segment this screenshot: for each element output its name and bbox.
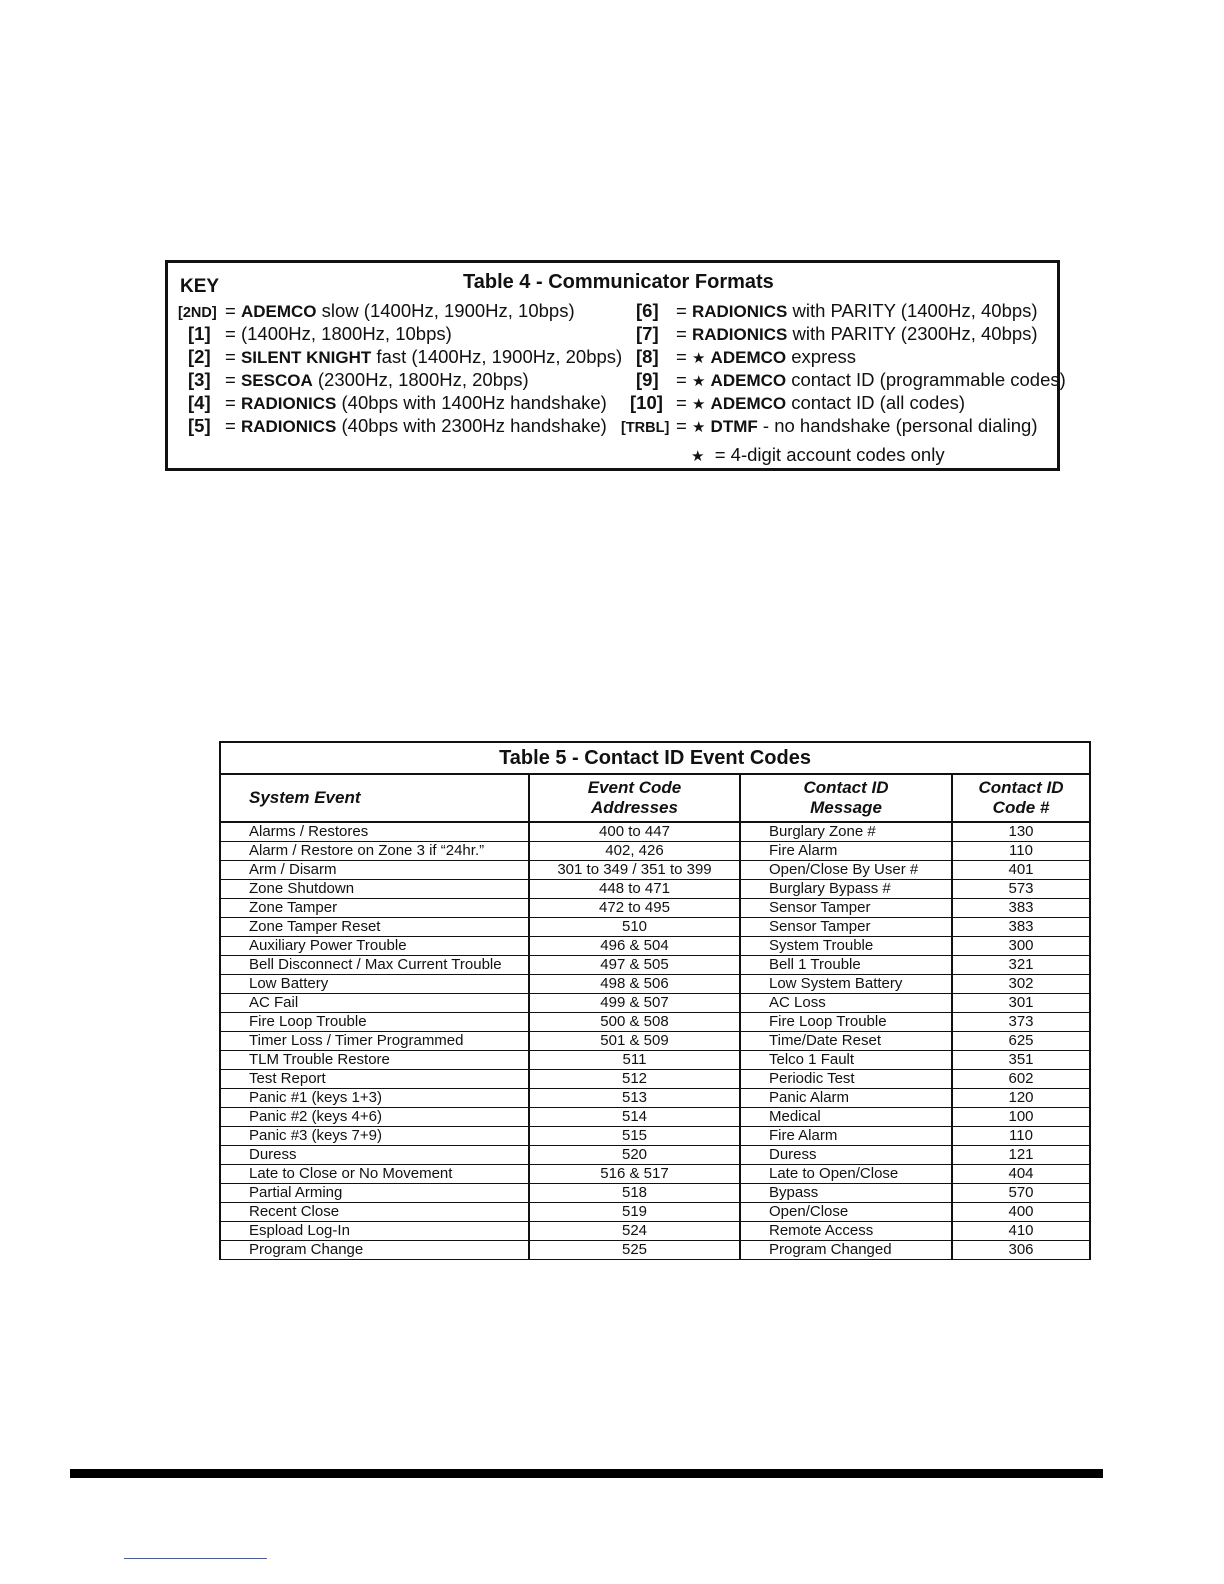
table-row <box>220 1108 1090 1127</box>
format-code: [TRBL] <box>621 420 670 436</box>
system-event-cell: Fire Loop Trouble <box>220 1013 529 1032</box>
format-description <box>676 392 965 416</box>
system-event-cell: Zone Shutdown <box>220 880 529 899</box>
contact-id-message-cell: Burglary Zone # <box>740 822 952 842</box>
contact-id-code-cell: 401 <box>952 861 1090 880</box>
format-code: [8] <box>636 346 659 367</box>
format-detail: (40bps with 1400Hz handshake) <box>336 392 607 413</box>
table-row <box>220 861 1090 880</box>
format-brand: ADEMCO <box>710 394 787 413</box>
table4-footnote <box>691 444 945 468</box>
contact-id-message-cell: System Trouble <box>740 937 952 956</box>
equals-sign: = <box>225 323 236 344</box>
event-code-cell: 516 & 517 <box>529 1165 740 1184</box>
system-event-cell: Program Change <box>220 1241 529 1260</box>
format-brand: RADIONICS <box>691 302 788 321</box>
event-code-cell: 501 & 509 <box>529 1032 740 1051</box>
system-event-cell: Recent Close <box>220 1203 529 1222</box>
footer-rule <box>70 1469 1103 1478</box>
format-brand: SESCOA <box>240 371 313 390</box>
format-detail: with PARITY (2300Hz, 40bps) <box>787 323 1038 344</box>
table4-title: Table 4 - Communicator Formats <box>463 271 774 293</box>
contact-id-code-cell: 321 <box>952 956 1090 975</box>
equals-sign: = <box>676 369 687 390</box>
contact-id-code-cell: 100 <box>952 1108 1090 1127</box>
event-code-cell: 518 <box>529 1184 740 1203</box>
format-detail: contact ID (programmable codes) <box>786 369 1066 390</box>
system-event-cell: Panic #3 (keys 7+9) <box>220 1127 529 1146</box>
format-brand: RADIONICS <box>240 417 337 436</box>
format-detail: (2300Hz, 1800Hz, 20bps) <box>312 369 529 390</box>
event-code-cell: 514 <box>529 1108 740 1127</box>
format-code: [7] <box>636 323 659 344</box>
event-code-cell: 525 <box>529 1241 740 1260</box>
contact-id-message-cell: Fire Alarm <box>740 1127 952 1146</box>
table-row <box>220 842 1090 861</box>
event-code-cell: 500 & 508 <box>529 1013 740 1032</box>
format-code: [1] <box>188 323 211 344</box>
contact-id-code-cell: 306 <box>952 1241 1090 1260</box>
system-event-cell: Test Report <box>220 1070 529 1089</box>
table4-footnote-text: = 4-digit account codes only <box>714 444 945 465</box>
system-event-cell: Late to Close or No Movement <box>220 1165 529 1184</box>
contact-id-message-cell: Sensor Tamper <box>740 918 952 937</box>
format-description <box>225 415 607 438</box>
contact-id-message-cell: Medical <box>740 1108 952 1127</box>
format-detail: fast (1400Hz, 1900Hz, 20bps) <box>371 346 623 367</box>
event-code-cell: 400 to 447 <box>529 822 740 842</box>
table-row <box>220 1127 1090 1146</box>
contact-id-message-cell: Burglary Bypass # <box>740 880 952 899</box>
system-event-cell: Timer Loss / Timer Programmed <box>220 1032 529 1051</box>
equals-sign: = <box>676 346 687 367</box>
format-description <box>225 346 622 369</box>
header-event-code-line2: Addresses <box>591 798 678 817</box>
table5-title: Table 5 - Contact ID Event Codes <box>220 742 1090 774</box>
equals-sign: = <box>676 415 687 436</box>
format-description <box>225 300 575 323</box>
table5 <box>219 741 1091 1260</box>
equals-sign: = <box>225 346 236 367</box>
star-icon: ★ <box>691 396 706 413</box>
format-detail: contact ID (all codes) <box>786 392 966 413</box>
event-code-cell: 301 to 349 / 351 to 399 <box>529 861 740 880</box>
event-code-cell: 402, 426 <box>529 842 740 861</box>
event-code-cell: 520 <box>529 1146 740 1165</box>
system-event-cell: Auxiliary Power Trouble <box>220 937 529 956</box>
header-event-code-line1: Event Code <box>587 778 682 797</box>
contact-id-message-cell: Open/Close By User # <box>740 861 952 880</box>
format-description <box>676 300 1038 323</box>
table-row <box>220 1070 1090 1089</box>
contact-id-code-cell: 410 <box>952 1222 1090 1241</box>
format-description <box>225 323 452 345</box>
event-code-cell: 472 to 495 <box>529 899 740 918</box>
header-cid-code-line1: Contact ID <box>978 778 1064 797</box>
format-brand: SILENT KNIGHT <box>240 348 372 367</box>
header-cid-code-line2: Code # <box>992 798 1050 817</box>
event-code-cell: 512 <box>529 1070 740 1089</box>
table-row <box>220 1165 1090 1184</box>
event-code-cell: 515 <box>529 1127 740 1146</box>
contact-id-code-cell: 625 <box>952 1032 1090 1051</box>
contact-id-code-cell: 110 <box>952 1127 1090 1146</box>
event-code-cell: 513 <box>529 1089 740 1108</box>
contact-id-message-cell: Open/Close <box>740 1203 952 1222</box>
contact-id-message-cell: Fire Loop Trouble <box>740 1013 952 1032</box>
format-brand: RADIONICS <box>691 325 788 344</box>
contact-id-code-cell: 573 <box>952 880 1090 899</box>
table4-key-label: KEY <box>180 276 220 297</box>
contact-id-message-cell: Fire Alarm <box>740 842 952 861</box>
equals-sign: = <box>676 300 687 321</box>
table-row <box>220 822 1090 842</box>
header-cid-msg-line1: Contact ID <box>803 778 889 797</box>
contact-id-code-cell: 383 <box>952 918 1090 937</box>
contact-id-code-cell: 121 <box>952 1146 1090 1165</box>
table4-box <box>165 260 1066 471</box>
contact-id-message-cell: Late to Open/Close <box>740 1165 952 1184</box>
equals-sign: = <box>225 300 236 321</box>
system-event-cell: Espload Log-In <box>220 1222 529 1241</box>
system-event-cell: AC Fail <box>220 994 529 1013</box>
format-code: [3] <box>188 369 211 390</box>
format-code: [4] <box>188 392 211 413</box>
event-code-cell: 519 <box>529 1203 740 1222</box>
format-code: [2] <box>188 346 211 367</box>
contact-id-code-cell: 351 <box>952 1051 1090 1070</box>
equals-sign: = <box>676 323 687 344</box>
header-cid-msg-line2: Message <box>810 798 882 817</box>
table-row <box>220 918 1090 937</box>
contact-id-code-cell: 302 <box>952 975 1090 994</box>
format-detail: slow (1400Hz, 1900Hz, 10bps) <box>316 300 575 321</box>
contact-id-message-cell: Panic Alarm <box>740 1089 952 1108</box>
event-code-cell: 524 <box>529 1222 740 1241</box>
header-event-code <box>529 774 740 822</box>
contact-id-message-cell: Remote Access <box>740 1222 952 1241</box>
contact-id-code-cell: 400 <box>952 1203 1090 1222</box>
contact-id-message-cell: AC Loss <box>740 994 952 1013</box>
format-detail: with PARITY (1400Hz, 40bps) <box>787 300 1038 321</box>
table-row <box>220 880 1090 899</box>
format-brand: ADEMCO <box>240 302 317 321</box>
table-row <box>220 1089 1090 1108</box>
equals-sign: = <box>225 392 236 413</box>
table-row <box>220 975 1090 994</box>
format-code: [9] <box>636 369 659 390</box>
contact-id-code-cell: 130 <box>952 822 1090 842</box>
contact-id-message-cell: Low System Battery <box>740 975 952 994</box>
table-row <box>220 1146 1090 1165</box>
system-event-cell: Panic #1 (keys 1+3) <box>220 1089 529 1108</box>
event-code-cell: 498 & 506 <box>529 975 740 994</box>
table-row <box>220 1203 1090 1222</box>
format-detail: express <box>786 346 857 367</box>
format-brand: ADEMCO <box>710 371 787 390</box>
contact-id-message-cell: Bypass <box>740 1184 952 1203</box>
contact-id-code-cell: 301 <box>952 994 1090 1013</box>
table-row <box>220 1032 1090 1051</box>
system-event-cell: Partial Arming <box>220 1184 529 1203</box>
system-event-cell: Zone Tamper Reset <box>220 918 529 937</box>
star-icon: ★ <box>691 419 706 436</box>
header-system-event: System Event <box>220 774 529 822</box>
format-description <box>676 346 856 370</box>
event-code-cell: 496 & 504 <box>529 937 740 956</box>
contact-id-message-cell: Sensor Tamper <box>740 899 952 918</box>
table5-body <box>220 822 1090 1260</box>
equals-sign: = <box>225 369 236 390</box>
format-detail: - no handshake (personal dialing) <box>757 415 1038 436</box>
system-event-cell: Alarms / Restores <box>220 822 529 842</box>
table-row <box>220 994 1090 1013</box>
table-row <box>220 899 1090 918</box>
footer-link-underline <box>124 1558 267 1559</box>
table-row <box>220 1013 1090 1032</box>
star-icon: ★ <box>691 373 706 390</box>
system-event-cell: Bell Disconnect / Max Current Trouble <box>220 956 529 975</box>
event-code-cell: 511 <box>529 1051 740 1070</box>
table-row <box>220 937 1090 956</box>
contact-id-message-cell: Bell 1 Trouble <box>740 956 952 975</box>
table-row <box>220 1051 1090 1070</box>
contact-id-message-cell: Time/Date Reset <box>740 1032 952 1051</box>
event-code-cell: 448 to 471 <box>529 880 740 899</box>
system-event-cell: Arm / Disarm <box>220 861 529 880</box>
event-code-cell: 499 & 507 <box>529 994 740 1013</box>
format-description <box>225 369 529 392</box>
equals-sign: = <box>225 415 236 436</box>
system-event-cell: TLM Trouble Restore <box>220 1051 529 1070</box>
star-icon: ★ <box>691 350 706 367</box>
contact-id-code-cell: 383 <box>952 899 1090 918</box>
system-event-cell: Low Battery <box>220 975 529 994</box>
contact-id-message-cell: Telco 1 Fault <box>740 1051 952 1070</box>
format-description <box>225 392 607 415</box>
format-description <box>676 415 1038 439</box>
format-detail: (40bps with 2300Hz handshake) <box>336 415 607 436</box>
contact-id-code-cell: 373 <box>952 1013 1090 1032</box>
format-description <box>676 323 1038 346</box>
format-code: [2ND] <box>178 305 217 321</box>
contact-id-code-cell: 404 <box>952 1165 1090 1184</box>
contact-id-message-cell: Periodic Test <box>740 1070 952 1089</box>
table-row <box>220 1222 1090 1241</box>
contact-id-code-cell: 110 <box>952 842 1090 861</box>
table-row <box>220 1241 1090 1260</box>
format-detail: (1400Hz, 1800Hz, 10bps) <box>240 323 452 344</box>
event-code-cell: 497 & 505 <box>529 956 740 975</box>
format-brand: RADIONICS <box>240 394 337 413</box>
contact-id-message-cell: Duress <box>740 1146 952 1165</box>
format-brand: DTMF <box>710 417 758 436</box>
system-event-cell: Panic #2 (keys 4+6) <box>220 1108 529 1127</box>
header-contact-id-message <box>740 774 952 822</box>
table-row <box>220 1184 1090 1203</box>
contact-id-code-cell: 120 <box>952 1089 1090 1108</box>
system-event-cell: Duress <box>220 1146 529 1165</box>
format-description <box>676 369 1066 393</box>
contact-id-message-cell: Program Changed <box>740 1241 952 1260</box>
star-icon: ★ <box>691 448 705 465</box>
event-code-cell: 510 <box>529 918 740 937</box>
system-event-cell: Zone Tamper <box>220 899 529 918</box>
format-code: [6] <box>636 300 659 321</box>
header-contact-id-code <box>952 774 1090 822</box>
equals-sign: = <box>676 392 687 413</box>
format-brand: ADEMCO <box>710 348 787 367</box>
format-code: [10] <box>630 392 663 413</box>
format-code: [5] <box>188 415 211 436</box>
system-event-cell: Alarm / Restore on Zone 3 if “24hr.” <box>220 842 529 861</box>
contact-id-code-cell: 602 <box>952 1070 1090 1089</box>
contact-id-code-cell: 570 <box>952 1184 1090 1203</box>
contact-id-code-cell: 300 <box>952 937 1090 956</box>
table-row <box>220 956 1090 975</box>
